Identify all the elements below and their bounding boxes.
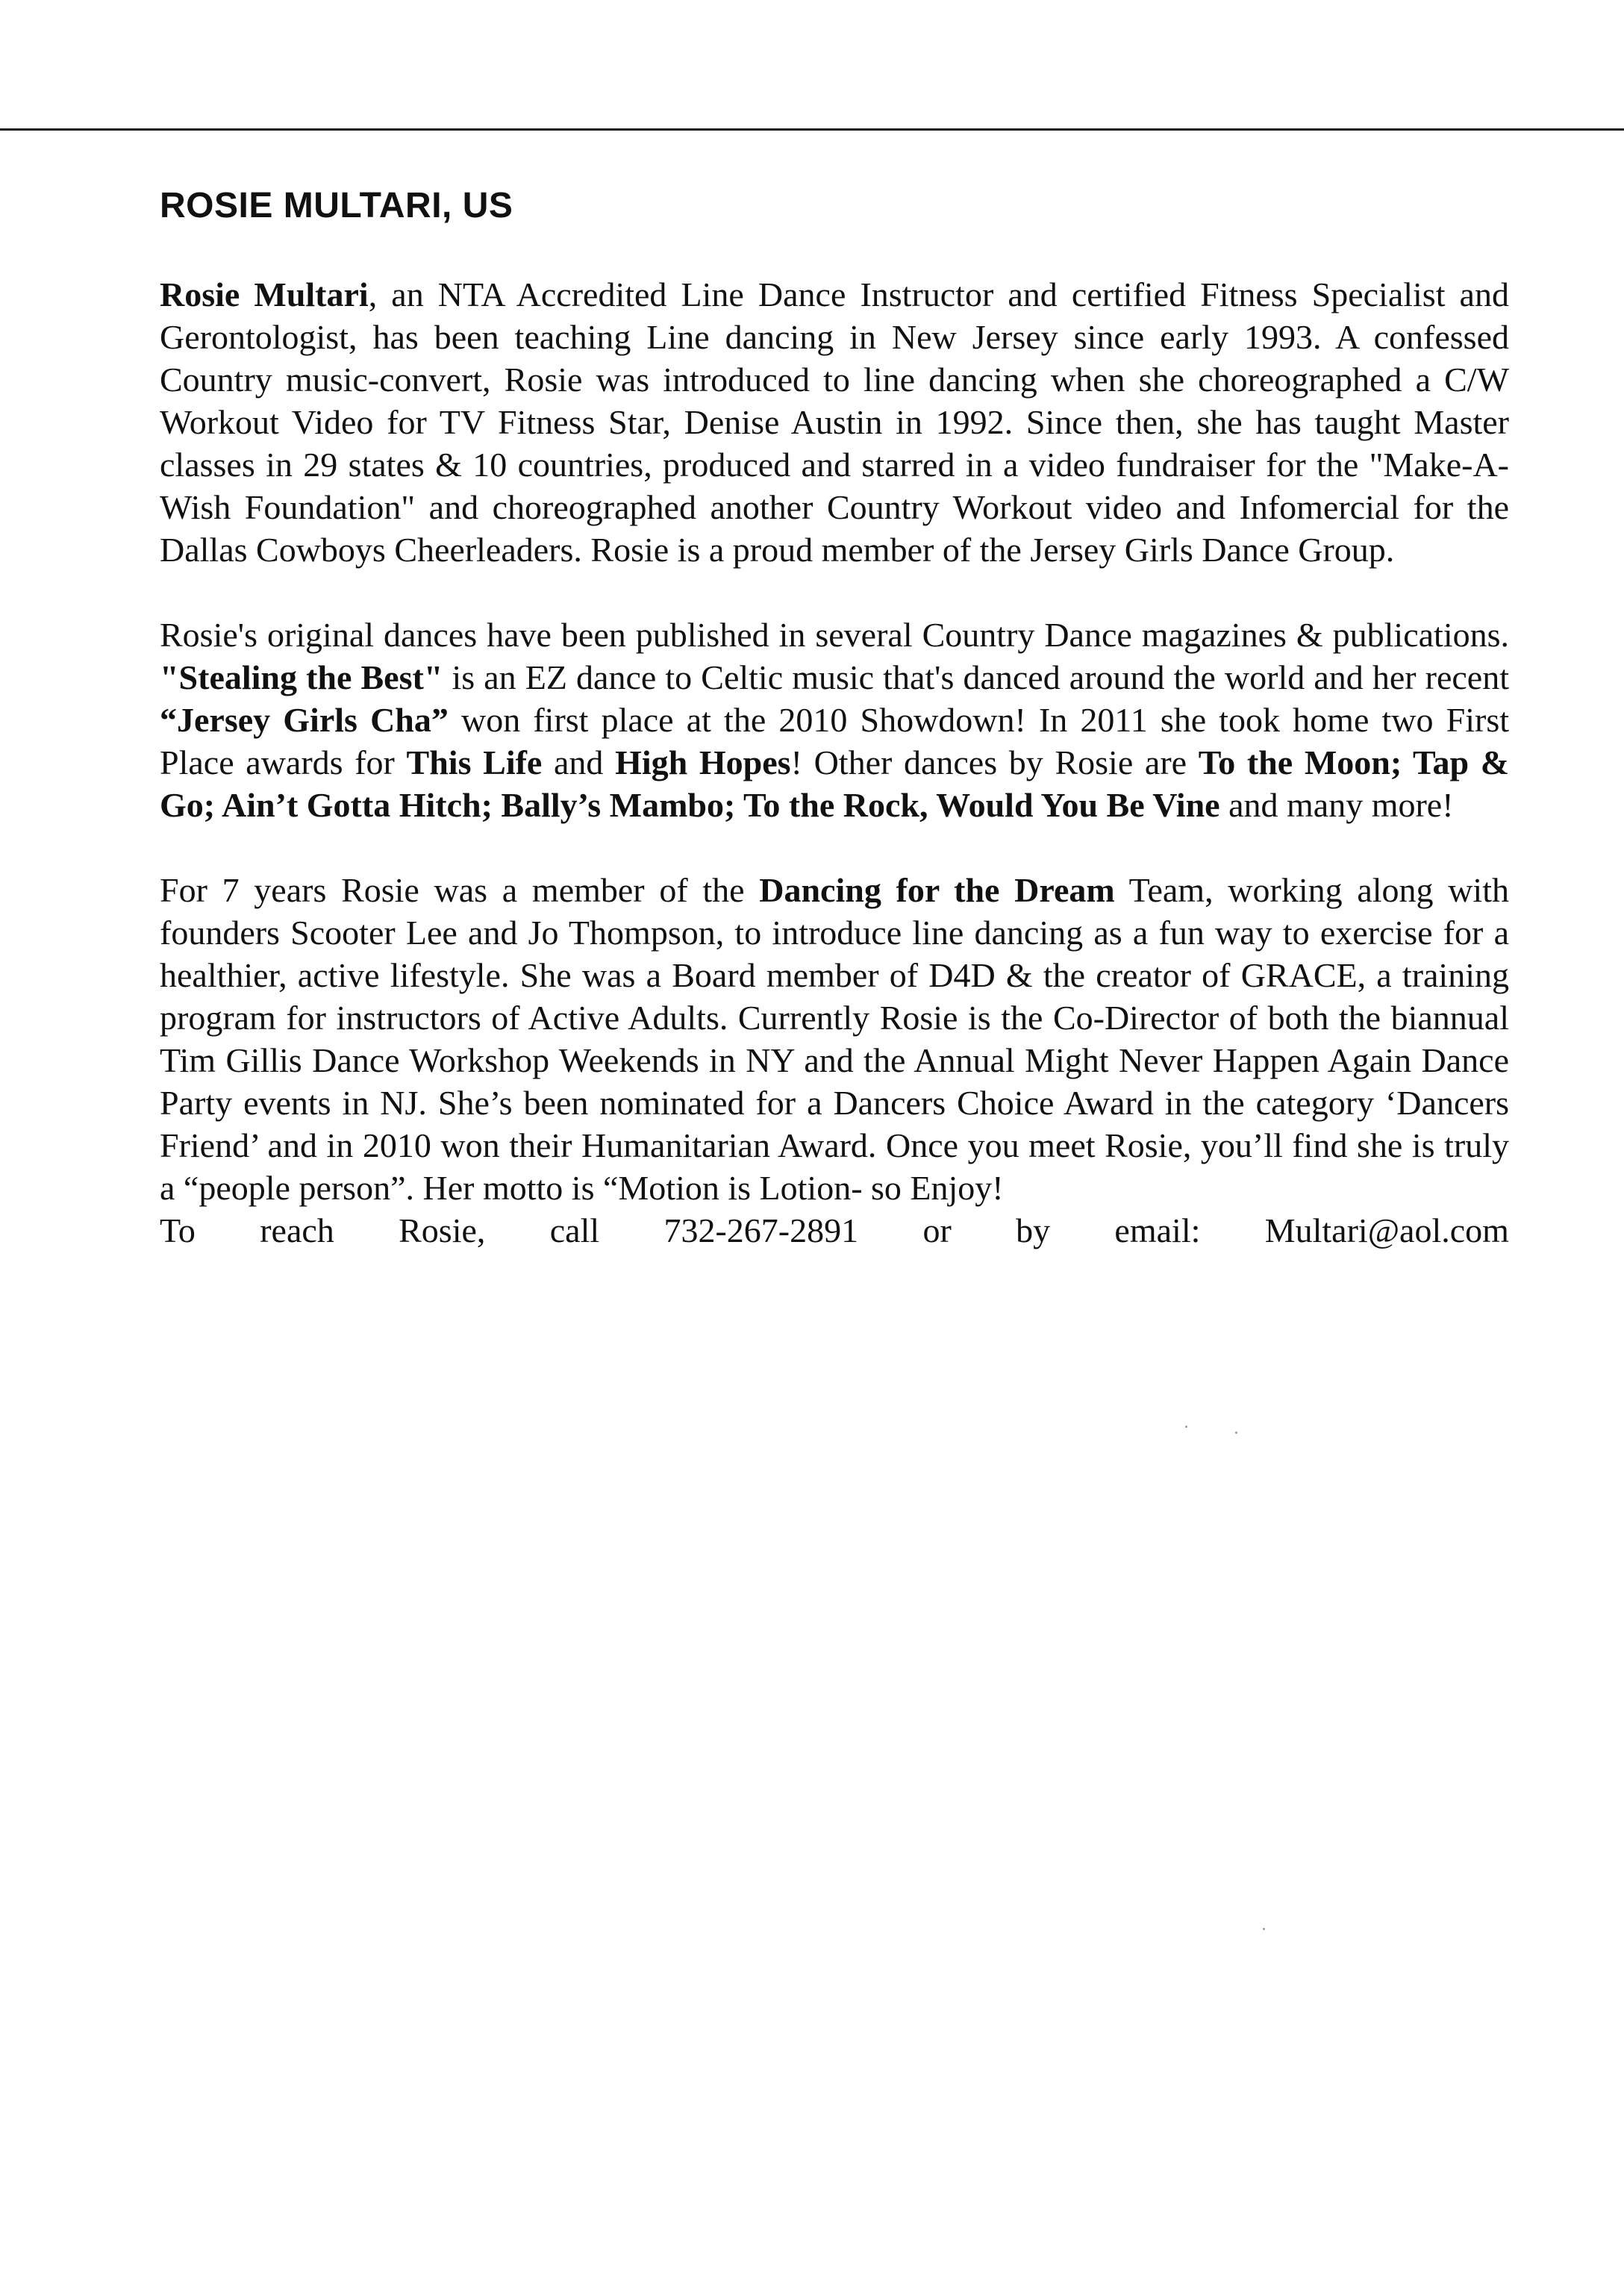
dream-text-2: Team, working along with founders Scooter Lee and Jo Thompson, to introduce line dancing as a fun way to exercise for a healthier, active lifestyle. She was a Board member of D4D & the creator of GRACE, a training program for instructors of Active Adults. Currently Rosie is the Co-Director of both the biannual Tim Gillis Dance Workshop Weekends in NY and the Annual Might Never Happen Again Dance Party events in NJ. She’s been nominated for a Dancers Choice Award in the category ‘Dancers Friend’ and in 2010 won their Humanitarian Award. Once you meet Rosie, you’ll find she is truly a “people person”. Her motto is “Motion is Lotion- so Enjoy!: [160, 871, 1509, 1207]
contact-word: To: [160, 1211, 196, 1249]
page-title: ROSIE MULTARI, US: [160, 186, 513, 225]
top-divider-line: [0, 128, 1624, 131]
dances-text-4: and: [542, 743, 616, 781]
dream-text-1: For 7 years Rosie was a member of the: [160, 871, 760, 909]
dances-text-3: won first place at the 2010 Showdown! In 2011 she took home two First Place awards for: [160, 701, 1509, 781]
scan-speck: [1185, 1426, 1187, 1428]
contact-email: Multari@aol.com: [1264, 1211, 1509, 1249]
contact-word: Rosie,: [399, 1211, 486, 1249]
contact-word: call: [549, 1211, 600, 1249]
intro-text: , an NTA Accredited Line Dance Instructor and certified Fitness Specialist and Gerontologist, has been teaching Line dancing in New Jersey since early 1993. A confessed Country music-convert, Rosie was introduced to line dancing when she choreographed a C/W Workout Video for TV Fitness Star, Denise Austin in 1992. Since then, she has taught Master classes in 29 states & 10 countries, produced and starred in a video fundraiser for the "Make-A-Wish Foundation" and choreographed another Country Workout video and Infomercial for the Dallas Cowboys Cheerleaders. Rosie is a proud member of the Jersey Girls Dance Group.: [160, 275, 1509, 569]
dances-text-2: is an EZ dance to Celtic music that's danced around the world and her recent: [443, 658, 1510, 696]
dance-title-this-life: This Life: [406, 743, 543, 781]
bio-paragraph-dances: [160, 614, 1509, 826]
contact-word: by: [1016, 1211, 1051, 1249]
dance-title-jersey-girls-cha: “Jersey Girls Cha”: [160, 701, 449, 739]
contact-phone: 732-267-2891: [663, 1211, 859, 1249]
document-body: [160, 185, 1509, 1252]
instructor-name: Rosie Multari: [160, 275, 369, 313]
contact-word: reach: [260, 1211, 334, 1249]
dance-title-list: To the Moon; Tap & Go; Ain’t Gotta Hitch; Bally’s Mambo; To the Rock, Would You Be Vine: [160, 743, 1510, 824]
dance-title-high-hopes: High Hopes: [615, 743, 791, 781]
contact-word: email:: [1114, 1211, 1201, 1249]
dancing-for-the-dream-label: Dancing for the Dream: [759, 871, 1115, 909]
contact-word: or: [922, 1211, 952, 1249]
bio-paragraph-dream-team: [160, 869, 1509, 1209]
scan-speck: [1235, 1432, 1237, 1434]
dances-text-5: ! Other dances by Rosie are: [790, 743, 1199, 781]
dances-text-1: Rosie's original dances have been published in several Country Dance magazines & publications.: [160, 616, 1509, 654]
dances-text-6: and many more!: [1219, 786, 1454, 824]
contact-line: [160, 1209, 1509, 1252]
bio-paragraph-intro: [160, 273, 1509, 571]
scan-speck: [1263, 1928, 1265, 1930]
dance-title-stealing-the-best: "Stealing the Best": [160, 658, 443, 696]
